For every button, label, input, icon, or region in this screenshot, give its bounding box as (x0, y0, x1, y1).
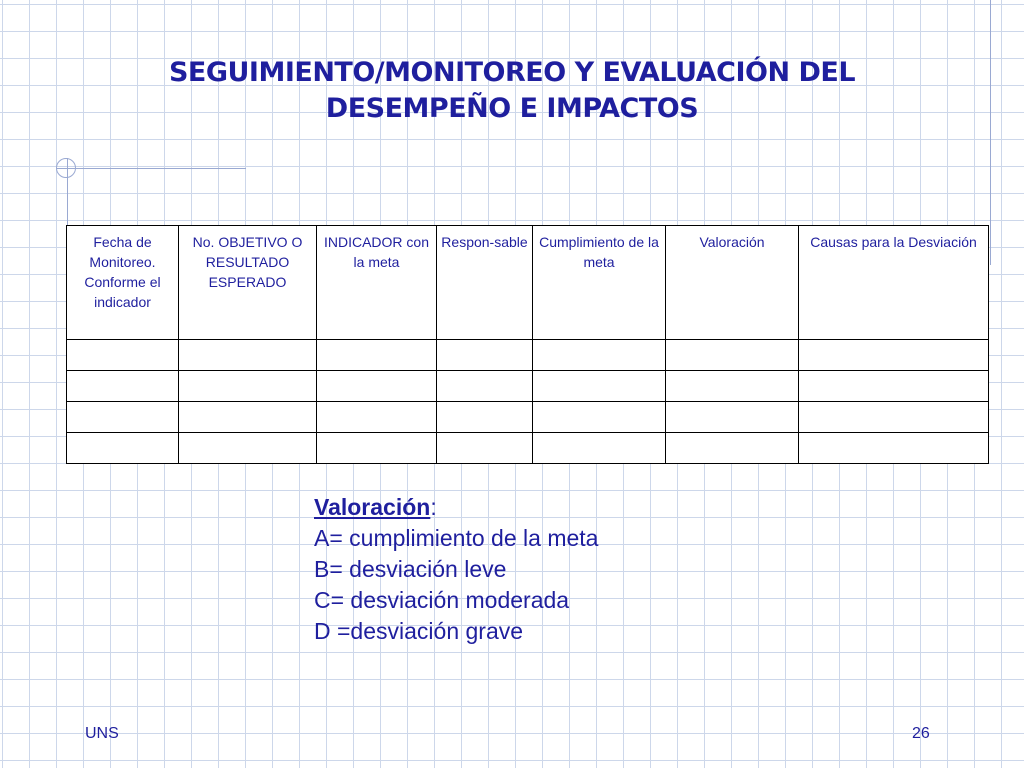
table-cell (179, 371, 317, 402)
legend-item: B= desviación leve (314, 556, 507, 582)
table-cell (437, 402, 533, 433)
monitoring-table (66, 225, 989, 464)
table-cell (179, 402, 317, 433)
table-header-cell: INDICADOR con la meta (317, 226, 437, 340)
table-cell (317, 433, 437, 464)
table-cell (179, 340, 317, 371)
frame-horizontal-line (56, 168, 246, 169)
table-cell (533, 433, 666, 464)
table-cell (67, 371, 179, 402)
slide-title-line-2: DESEMPEÑO E IMPACTOS (325, 93, 699, 124)
table-cell (67, 433, 179, 464)
legend-item: D =desviación grave (314, 618, 524, 644)
table-cell (666, 402, 799, 433)
table-cell (666, 433, 799, 464)
table-cell (533, 402, 666, 433)
legend-item: C= desviación moderada (314, 587, 570, 613)
frame-circle-ornament (56, 158, 76, 178)
table-cell (799, 371, 989, 402)
table-header-cell: Valoración (666, 226, 799, 340)
table-row (67, 340, 989, 371)
table-cell (533, 340, 666, 371)
table-cell (437, 371, 533, 402)
table-header-cell: Causas para la Desviación (799, 226, 989, 340)
table-cell (533, 371, 666, 402)
table-header-cell: Cumplimiento de la meta (533, 226, 666, 340)
footer-page-number: 26 (912, 725, 930, 742)
table-header-cell: Respon-sable (437, 226, 533, 340)
table-row (67, 402, 989, 433)
table-header-cell: Fecha de Monitoreo. Conforme el indicador (67, 226, 179, 340)
footer-organization: UNS (85, 725, 119, 742)
table-cell (317, 402, 437, 433)
table-row (67, 371, 989, 402)
slide-title-line-1: SEGUIMIENTO/MONITOREO Y EVALUACIÓN DEL (168, 57, 856, 88)
table-cell (799, 340, 989, 371)
legend-heading: Valoración: (314, 494, 437, 520)
table-cell (317, 340, 437, 371)
slide-title (60, 55, 964, 127)
table-cell (179, 433, 317, 464)
table-cell (437, 433, 533, 464)
table-cell (799, 402, 989, 433)
table-cell (67, 402, 179, 433)
table-cell (317, 371, 437, 402)
table-cell (666, 340, 799, 371)
table-row (67, 433, 989, 464)
table-header-row (67, 226, 989, 340)
legend-title: Valoración (314, 494, 431, 520)
legend-item: A= cumplimiento de la meta (314, 525, 599, 551)
table-cell (799, 433, 989, 464)
table-header-cell: No. OBJETIVO O RESULTADO ESPERADO (179, 226, 317, 340)
table-cell (666, 371, 799, 402)
table-cell (437, 340, 533, 371)
valoracion-legend (314, 492, 598, 647)
table-cell (67, 340, 179, 371)
frame-vertical-line (990, 0, 991, 265)
